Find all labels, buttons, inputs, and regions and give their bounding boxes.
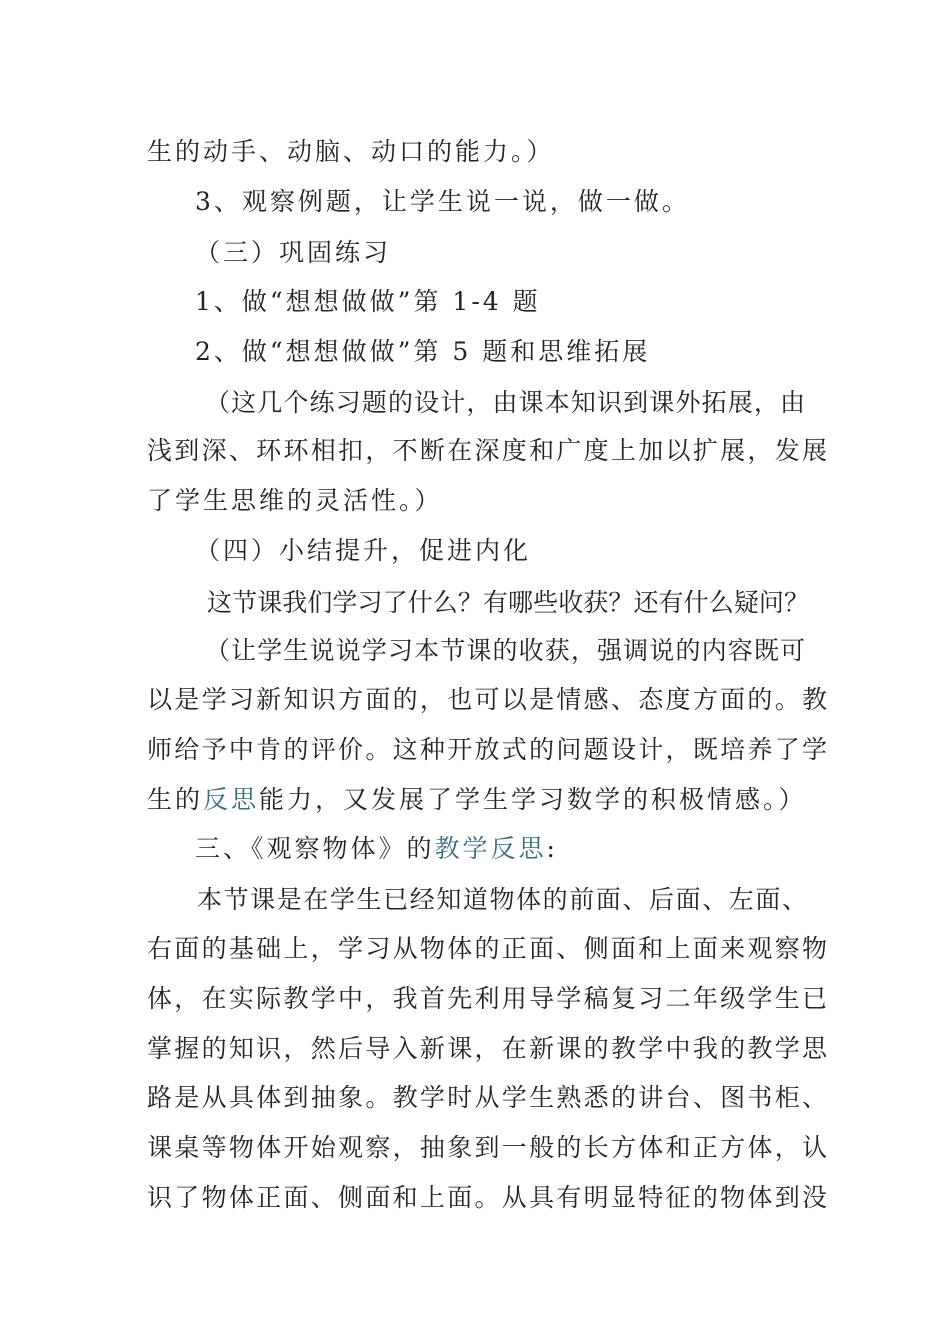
text-span: 生的 [147, 785, 204, 814]
text-line: 3、观察例题，让学生说一说，做一做。 [195, 187, 690, 216]
text-line: 掌握的知识，然后导入新课，在新课的教学中我的教学思 [147, 1034, 827, 1063]
section-heading: （三）巩固练习 [195, 238, 392, 267]
text-line: 浅到深、环环相扣，不断在深度和广度上加以扩展，发展 [147, 436, 827, 465]
text-line: 了学生思维的灵活性。） [147, 486, 443, 515]
text-line: 这节课我们学习了什么？有哪些收获？还有什么疑问？ [207, 588, 809, 617]
text-line: 路是从具体到抽象。教学时从学生熟悉的讲台、图书柜、 [147, 1083, 827, 1112]
text-line: 课桌等物体开始观察，抽象到一般的长方体和正方体，认 [147, 1133, 827, 1162]
list-item: 2、做“想想做做”第 5 题和思维拓展 [195, 337, 651, 366]
text-line: （这几个练习题的设计，由课本知识到课外拓展，由 [205, 388, 805, 417]
text-line: 体，在实际教学中，我首先利用导学稿复习二年级学生已 [147, 984, 827, 1013]
list-item: 1、做“想想做做”第 1-4 题 [195, 287, 541, 316]
text-line: 以是学习新知识方面的，也可以是情感、态度方面的。教 [147, 685, 827, 714]
text-line: 右面的基础上，学习从物体的正面、侧面和上面来观察物 [147, 934, 827, 963]
text-line: （让学生说说学习本节课的收获，强调说的内容既可 [205, 636, 805, 665]
text-line [147, 783, 827, 817]
text-line: 识了物体正面、侧面和上面。从具有明显特征的物体到没 [147, 1183, 827, 1212]
text-span: 三、《观察物体》的 [195, 834, 435, 863]
text-line: 生的动手、动脑、动口的能力。） [147, 137, 555, 166]
teaching-reflection-link[interactable]: 教学反思 [434, 834, 547, 863]
text-line: 本节课是在学生已经知道物体的前面、后面、左面、 [197, 885, 807, 914]
section-heading: （四）小结提升，促进内化 [195, 536, 532, 565]
reflection-link[interactable]: 反思 [203, 785, 260, 814]
text-span: 能力，又发展了学生学习数学的积极情感。） [259, 785, 807, 814]
section-heading [195, 832, 875, 866]
text-line: 师给予中肯的评价。这种开放式的问题设计，既培养了学 [147, 735, 827, 764]
text-span: : [546, 834, 558, 863]
